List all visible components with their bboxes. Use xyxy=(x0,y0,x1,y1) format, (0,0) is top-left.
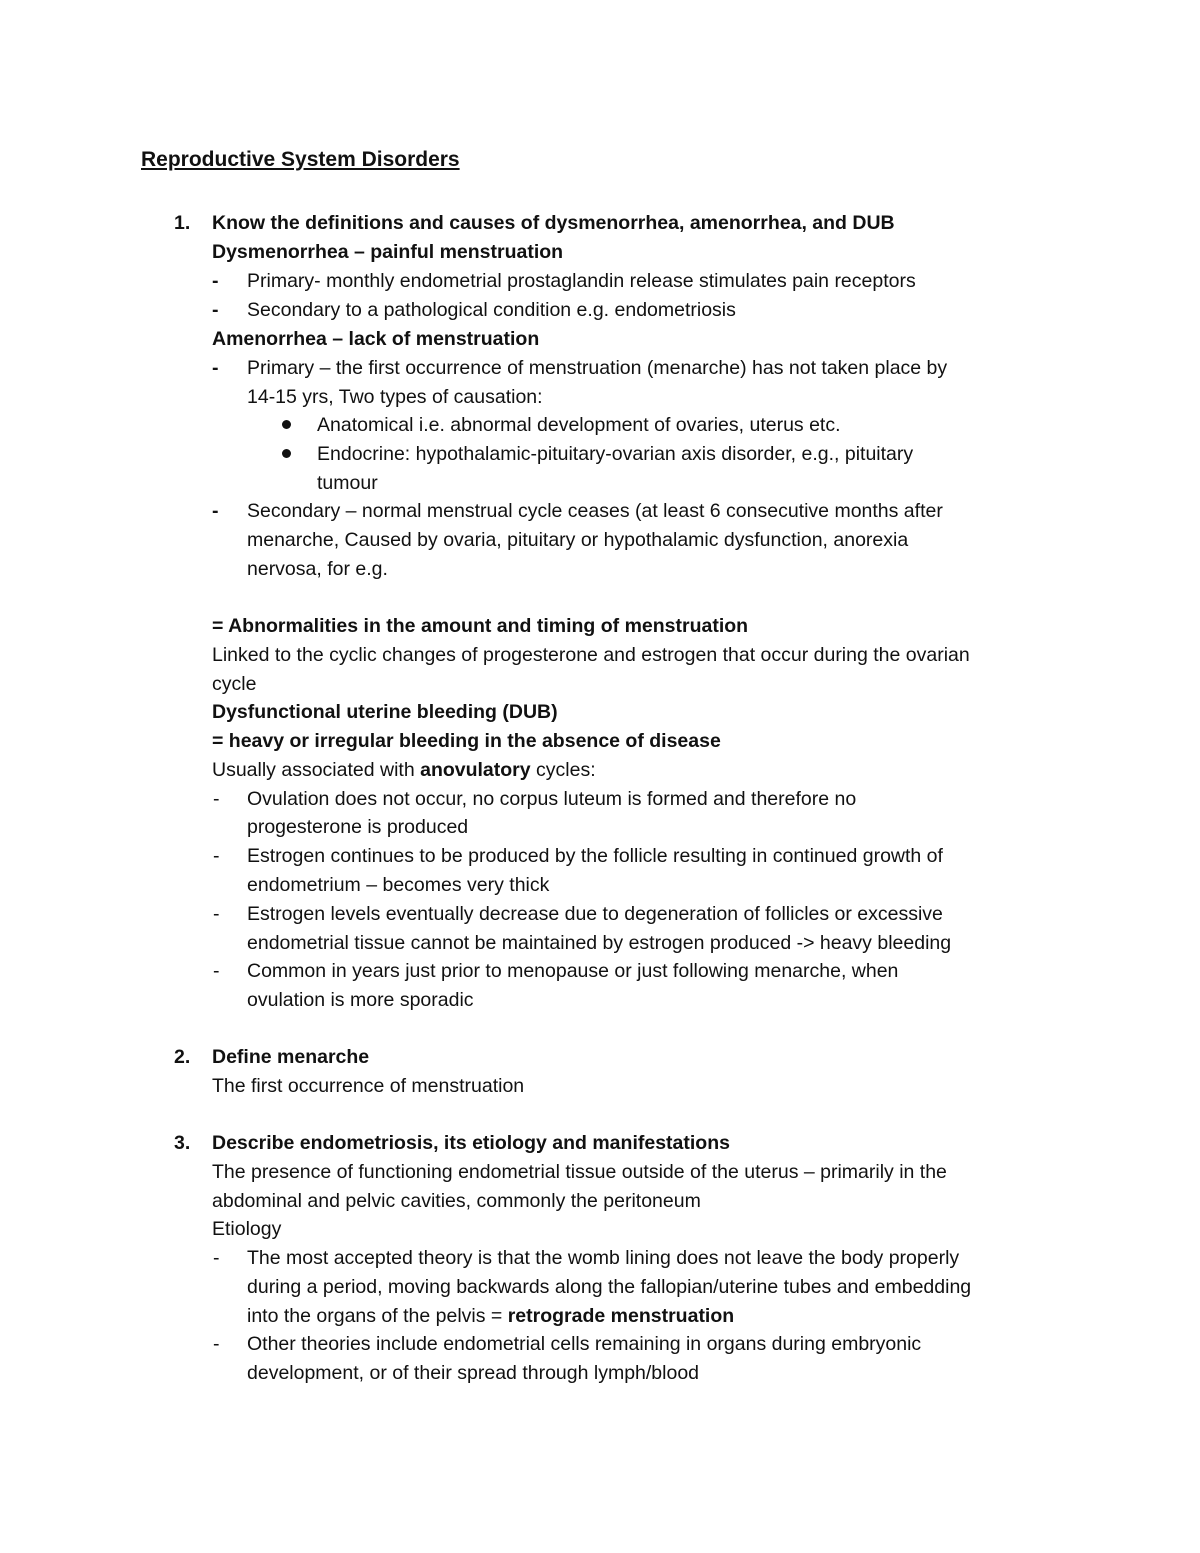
theory1-text-end: into the organs of the pelvis = xyxy=(247,1305,508,1327)
dub-intro-text-end: cycles: xyxy=(530,759,596,781)
bullet-dash: - xyxy=(213,1247,220,1269)
bullet-dash: - xyxy=(213,845,220,867)
list-item-continued: endometrial tissue cannot be maintained by estrogen produced -> heavy bleeding xyxy=(247,932,952,954)
amenorrhea-heading: Amenorrhea – lack of menstruation xyxy=(212,328,540,350)
bullet-dash: - xyxy=(213,960,220,982)
list-item: Secondary – normal menstrual cycle ceases (at least 6 consecutive months after xyxy=(247,500,943,522)
list-item-continued: development, or of their spread through lymph/blood xyxy=(247,1362,700,1384)
bullet-dot xyxy=(282,449,291,458)
list-item: Secondary to a pathological condition e.g. endometriosis xyxy=(247,299,736,321)
q1-heading: Know the definitions and causes of dysmenorrhea, amenorrhea, and DUB xyxy=(212,212,895,234)
retrograde-menstruation-term: retrograde menstruation xyxy=(507,1305,735,1327)
dub-intro-bold: anovulatory xyxy=(420,759,531,781)
dub-intro-text: Usually associated with xyxy=(212,759,421,781)
bullet-dash: - xyxy=(212,357,219,379)
bullet-dot xyxy=(282,420,291,429)
list-item-continued: nervosa, for e.g. xyxy=(247,558,388,580)
list-item: Common in years just prior to menopause or just following menarche, when xyxy=(247,960,899,982)
bullet-dash: - xyxy=(213,1333,220,1355)
q3-number: 3. xyxy=(174,1132,191,1154)
list-item-continued: endometrium – becomes very thick xyxy=(247,874,550,896)
list-item-continued: ovulation is more sporadic xyxy=(247,989,474,1011)
sub-list-item: Anatomical i.e. abnormal development of ovaries, uterus etc. xyxy=(317,414,841,436)
q2-number: 2. xyxy=(174,1046,191,1068)
q1-number: 1. xyxy=(174,212,191,234)
paragraph-line: cycle xyxy=(212,673,257,695)
dub-intro xyxy=(212,756,596,785)
dysmenorrhea-heading: Dysmenorrhea – painful menstruation xyxy=(212,241,564,263)
list-item: Other theories include endometrial cells remaining in organs during embryonic xyxy=(247,1333,922,1355)
q3-heading: Describe endometriosis, its etiology and manifestations xyxy=(212,1132,730,1154)
sub-list-item-continued: tumour xyxy=(317,472,378,494)
q2-heading: Define menarche xyxy=(212,1046,370,1068)
list-item: Ovulation does not occur, no corpus luteum is formed and therefore no xyxy=(247,788,857,810)
list-item-continued: 14-15 yrs, Two types of causation: xyxy=(247,386,543,408)
bullet-dash: - xyxy=(212,299,219,321)
paragraph-line: abdominal and pelvic cavities, commonly the peritoneum xyxy=(212,1190,701,1212)
list-item: Primary – the first occurrence of menstruation (menarche) has not taken place by xyxy=(247,357,948,379)
dub-heading: Dysfunctional uterine bleeding (DUB) xyxy=(212,701,558,723)
list-item: Primary- monthly endometrial prostaglandin release stimulates pain receptors xyxy=(247,270,916,292)
dub-definition: = heavy or irregular bleeding in the absence of disease xyxy=(212,730,721,752)
list-item: The most accepted theory is that the womb lining does not leave the body properly xyxy=(247,1247,960,1269)
paragraph-line: Linked to the cyclic changes of progesterone and estrogen that occur during the ovarian xyxy=(212,644,970,666)
list-item-continued xyxy=(247,1302,734,1331)
bullet-dash: - xyxy=(212,270,219,292)
bullet-dash: - xyxy=(213,788,220,810)
abnormalities-heading: = Abnormalities in the amount and timing of menstruation xyxy=(212,615,749,637)
bullet-dash: - xyxy=(212,500,219,522)
bullet-dash: - xyxy=(213,903,220,925)
sub-list-item: Endocrine: hypothalamic-pituitary-ovarian axis disorder, e.g., pituitary xyxy=(317,443,914,465)
list-item-continued: progesterone is produced xyxy=(247,816,469,838)
etiology-label: Etiology xyxy=(212,1218,282,1240)
list-item-continued: during a period, moving backwards along the fallopian/uterine tubes and embedding xyxy=(247,1276,972,1298)
list-item: Estrogen levels eventually decrease due to degeneration of follicles or excessive xyxy=(247,903,943,925)
paragraph-line: The presence of functioning endometrial tissue outside of the uterus – primarily in the xyxy=(212,1161,947,1183)
list-item: Estrogen continues to be produced by the follicle resulting in continued growth of xyxy=(247,845,943,867)
list-item-continued: menarche, Caused by ovaria, pituitary or hypothalamic dysfunction, anorexia xyxy=(247,529,909,551)
q2-answer: The first occurrence of menstruation xyxy=(212,1075,525,1097)
page-title: Reproductive System Disorders xyxy=(141,148,460,171)
